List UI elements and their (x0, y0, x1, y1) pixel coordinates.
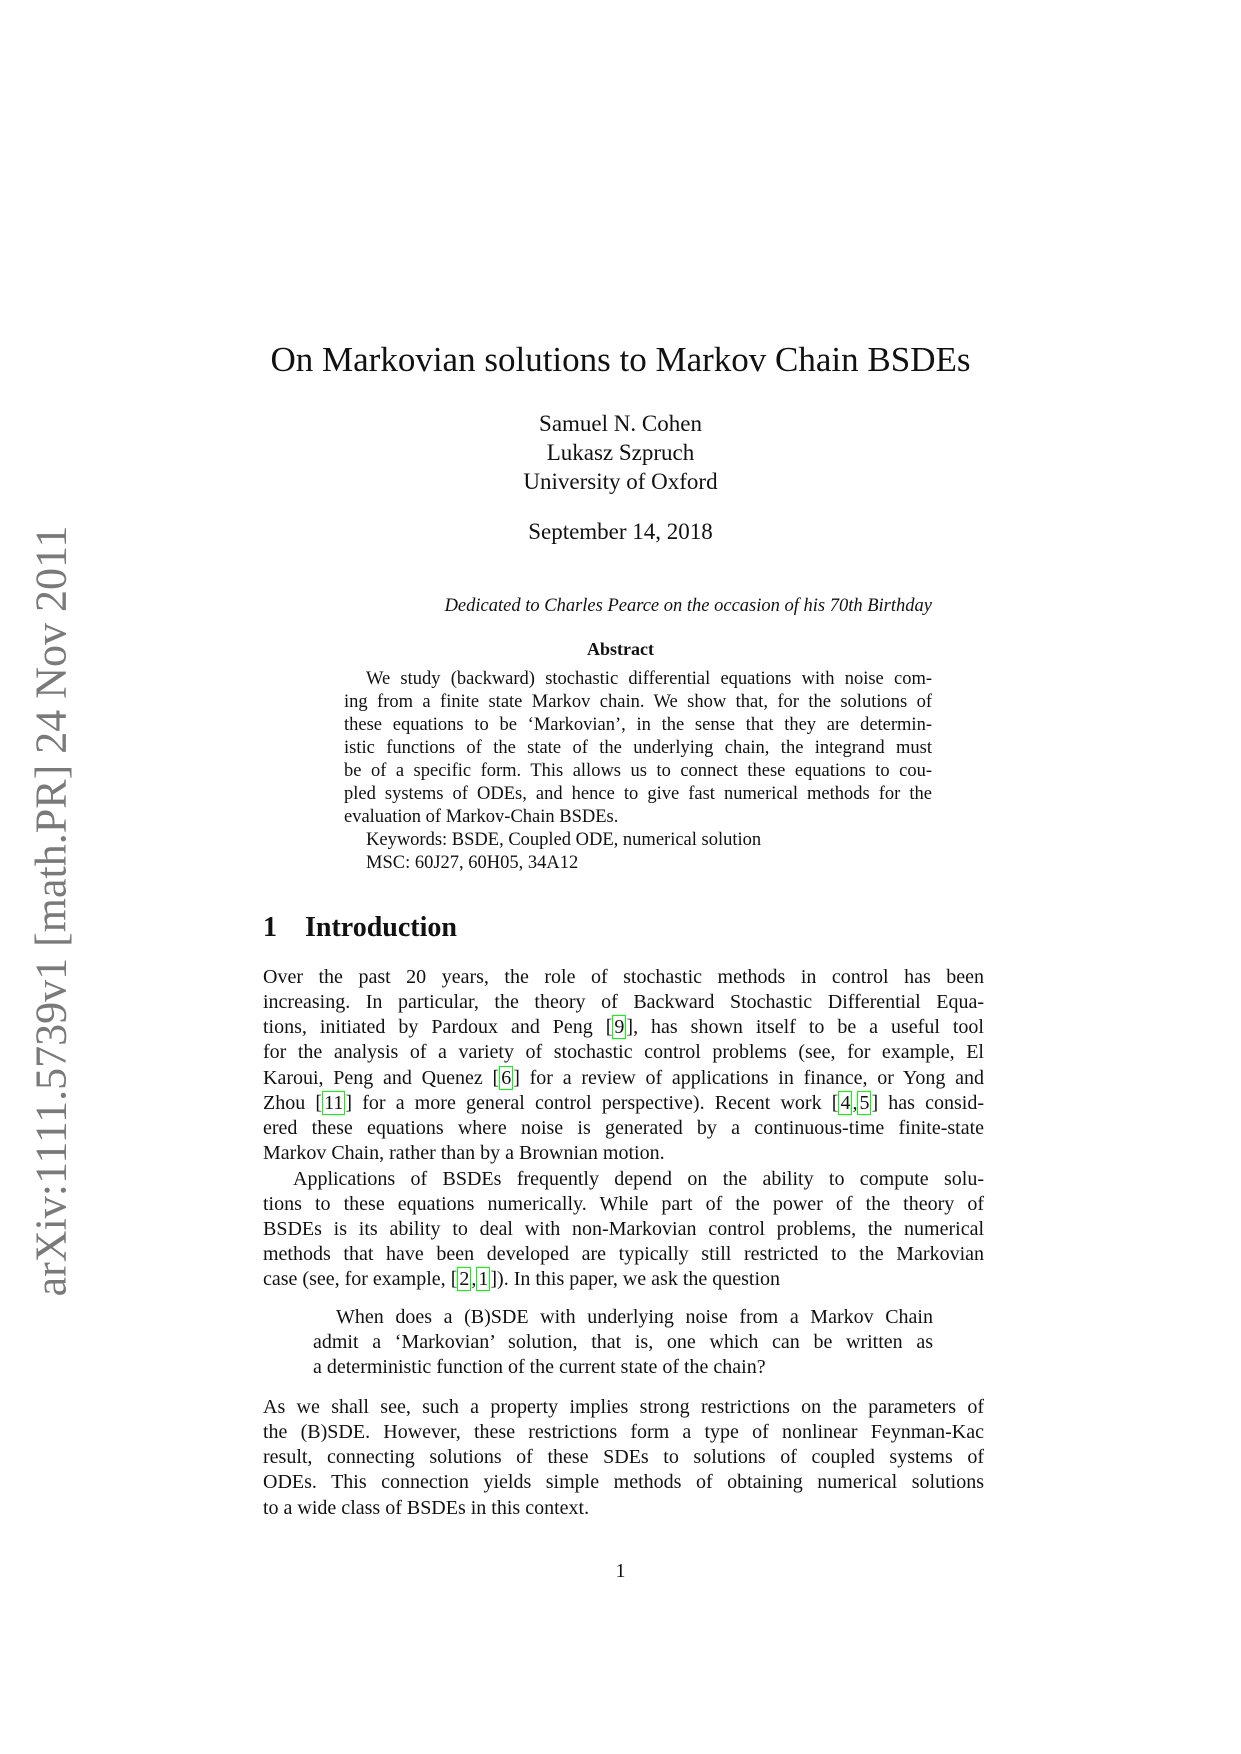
body-line: for the analysis of a variety of stochastic control problems (see, for example, El (263, 1041, 984, 1063)
quote-line: When does a (B)SDE with underlying noise from a Markov Chain (336, 1306, 933, 1328)
body-line: Zhou [ 11 ] for a more general control perspective). Recent work [ 4 , 5 ] has consid- (263, 1092, 985, 1114)
body-line: ered these equations where noise is generated by a continuous-time finite-state (263, 1117, 984, 1139)
dedication: Dedicated to Charles Pearce on the occasion of his 70th Birthday (444, 596, 932, 616)
abstract-line: istic functions of the state of the underlying chain, the integrand must (344, 738, 932, 758)
body-line: case (see, for example, [ 2 , 1 ]). In this paper, we ask the question (263, 1268, 781, 1290)
paper-title: On Markovian solutions to Markov Chain BSDEs (270, 340, 971, 379)
quote-line: admit a ‘Markovian’ solution, that is, one which can be written as (313, 1331, 933, 1353)
arxiv-stamp: arXiv:1111.5739v1 [math.PR] 24 Nov 2011 (26, 525, 76, 1297)
body-line: the (B)SDE. However, these restrictions form a type of nonlinear Feynman-Kac (263, 1421, 984, 1443)
abstract-line: We study (backward) stochastic differential equations with noise com- (366, 669, 932, 689)
abstract-line: these equations to be ‘Markovian’, in the sense that they are determin- (344, 715, 932, 735)
author-name: Lukasz Szpruch (546, 440, 695, 465)
paper-date: September 14, 2018 (528, 519, 713, 544)
abstract-heading: Abstract (587, 639, 654, 659)
body-line: result, connecting solutions of these SDEs to solutions of coupled systems of (263, 1446, 984, 1468)
keywords: Keywords: BSDE, Coupled ODE, numerical solution (366, 830, 762, 850)
body-line: increasing. In particular, the theory of Backward Stochastic Differential Equa- (263, 991, 984, 1013)
body-line: As we shall see, such a property implies strong restrictions on the parameters of (263, 1396, 984, 1418)
abstract-line: pled systems of ODEs, and hence to give fast numerical methods for the (344, 784, 932, 804)
citation-link[interactable]: 5 (859, 1092, 870, 1114)
body-line: ODEs. This connection yields simple methods of obtaining numerical solutions (263, 1471, 984, 1493)
author-affiliation: University of Oxford (523, 469, 718, 494)
body-line: Markov Chain, rather than by a Brownian motion. (263, 1142, 665, 1164)
body-line: to a wide class of BSDEs in this context. (263, 1497, 590, 1519)
body-line: methods that have been developed are typically still restricted to the Markovian (263, 1243, 984, 1265)
citation-link[interactable]: 11 (324, 1092, 344, 1114)
body-line: Applications of BSDEs frequently depend on the ability to compute solu- (293, 1168, 984, 1190)
page-number: 1 (615, 1560, 626, 1582)
author-name: Samuel N. Cohen (539, 411, 702, 436)
body-line: Karoui, Peng and Quenez [ 6 ] for a review of applications in finance, or Yong and (263, 1067, 984, 1089)
body-line: tions, initiated by Pardoux and Peng [ 9 ], has shown itself to be a useful tool (263, 1016, 984, 1038)
section-heading: 1 Introduction (263, 912, 457, 943)
msc-codes: MSC: 60J27, 60H05, 34A12 (366, 853, 579, 873)
body-line: Over the past 20 years, the role of stochastic methods in control has been (263, 966, 984, 988)
abstract-line: be of a specific form. This allows us to connect these equations to cou- (344, 761, 932, 781)
body-line: BSDEs is its ability to deal with non-Markovian control problems, the numerical (263, 1218, 984, 1240)
quote-line: a deterministic function of the current state of the chain? (313, 1356, 766, 1378)
citation-link[interactable]: 1 (478, 1268, 489, 1290)
citation-link[interactable]: 4 (840, 1092, 851, 1114)
citation-link[interactable]: 9 (614, 1016, 625, 1038)
citation-link[interactable]: 6 (501, 1067, 512, 1089)
citation-link[interactable]: 2 (459, 1268, 470, 1290)
abstract-line: evaluation of Markov-Chain BSDEs. (344, 807, 619, 827)
body-line: tions to these equations numerically. While part of the power of the theory of (263, 1193, 984, 1215)
abstract-line: ing from a finite state Markov chain. We show that, for the solutions of (344, 692, 932, 712)
